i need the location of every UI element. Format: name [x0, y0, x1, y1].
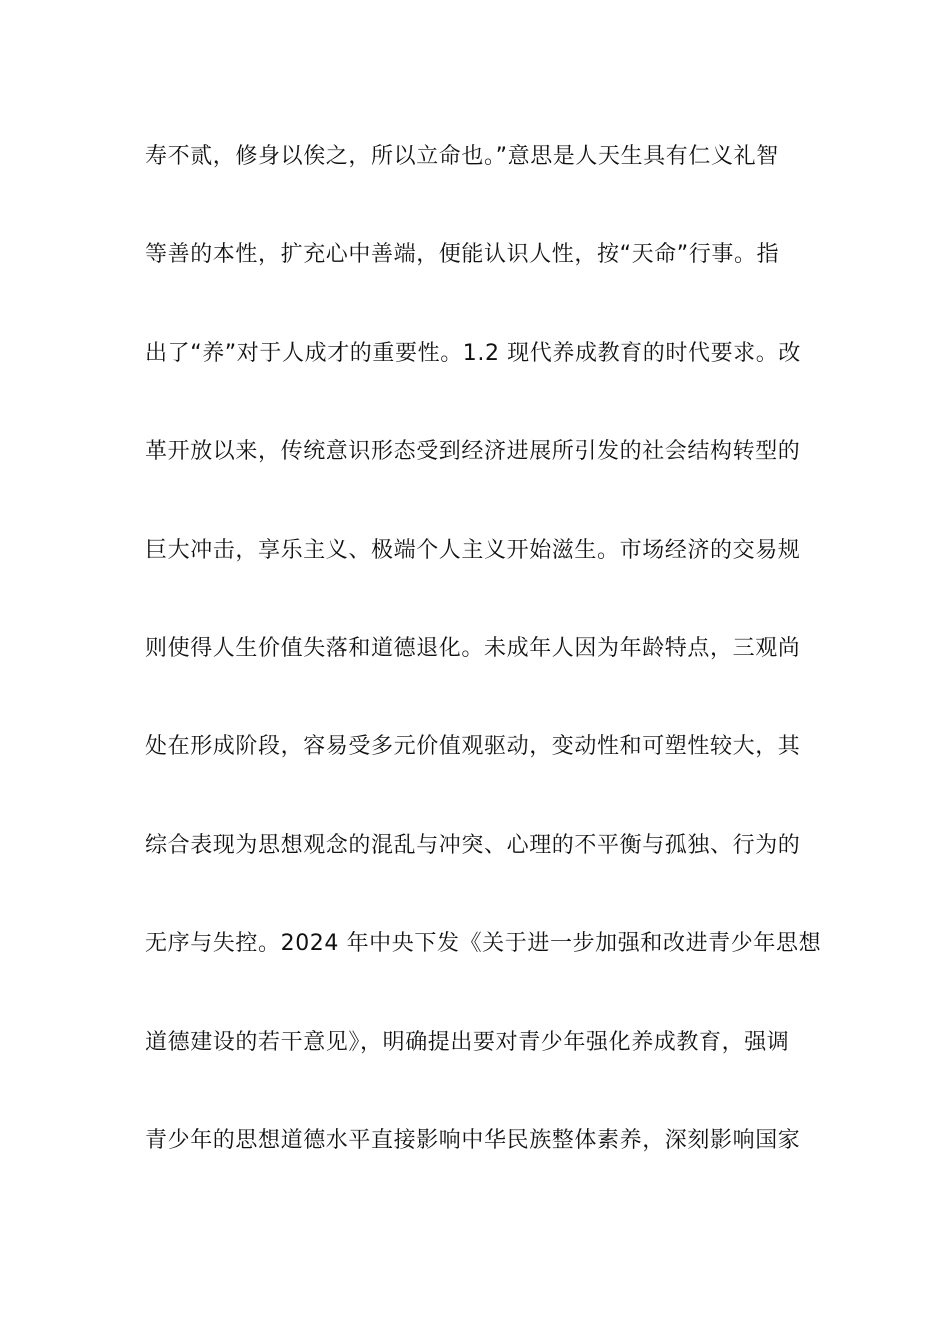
text-line: 则使得人生价值失落和道德退化。未成年人因为年龄特点，三观尚 [145, 635, 801, 661]
text-line: 青少年的思想道德水平直接影响中华民族整体素养，深刻影响国家 [145, 1127, 801, 1153]
text-line: 无序与失控。2024 年中央下发《关于进一步加强和改进青少年思想 [145, 931, 822, 957]
body-text [145, 132, 822, 1214]
text-line: 处在形成阶段，容易受多元价值观驱动，变动性和可塑性较大，其 [145, 734, 801, 760]
text-line: 寿不贰，修身以俟之，所以立命也。”意思是人天生具有仁义礼智 [145, 144, 779, 169]
text-line: 综合表现为思想观念的混乱与冲突、心理的不平衡与孤独、行为的 [145, 832, 801, 858]
text-line: 道德建设的若干意见》，明确提出要对青少年强化养成教育，强调 [145, 1029, 790, 1055]
text-line: 出了“养”对于人成才的重要性。1.2 现代养成教育的时代要求。改 [145, 340, 801, 366]
text-line: 革开放以来，传统意识形态受到经济进展所引发的社会结构转型的 [145, 439, 801, 465]
text-line: 巨大冲击，享乐主义、极端个人主义开始滋生。市场经济的交易规 [145, 537, 801, 563]
text-line: 等善的本性，扩充心中善端，便能认识人性，按“天命”行事。指 [145, 242, 780, 268]
